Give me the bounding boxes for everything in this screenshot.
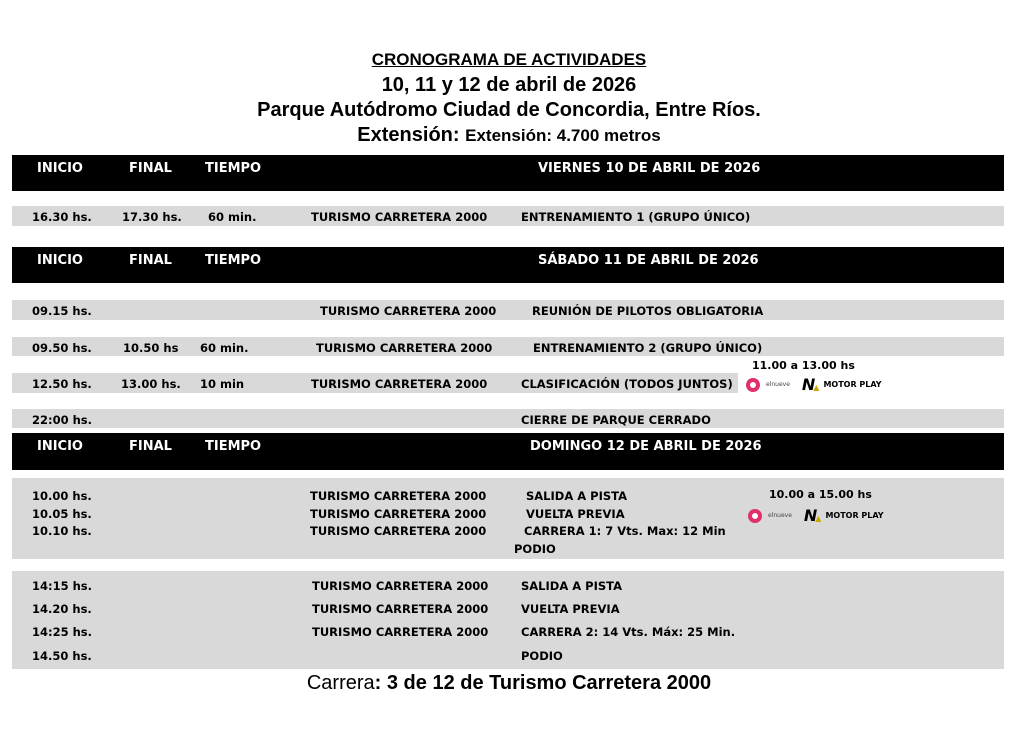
- day-heading: DOMINGO 12 DE ABRIL DE 2026: [530, 439, 762, 454]
- row-start: 14:25 hs.: [32, 625, 93, 639]
- row-activity: VUELTA PREVIA: [526, 507, 625, 521]
- row-activity: CARRERA 2: 14 Vts. Máx: 25 Min.: [521, 625, 736, 639]
- row-start: 09.50 hs.: [32, 341, 92, 355]
- row-activity: SALIDA A PISTA: [521, 579, 622, 593]
- doc-venue: Parque Autódromo Ciudad de Concordia, Entre Ríos.: [257, 99, 761, 121]
- motorplay-text: MOTOR PLAY: [825, 511, 884, 520]
- col-start: INICIO: [37, 439, 83, 454]
- table-row: [12, 206, 1004, 226]
- footer-label: Carrera: [306, 672, 375, 694]
- row-activity: REUNIÓN DE PILOTOS OBLIGATORIA: [532, 304, 764, 318]
- row-start: 12.50 hs.: [32, 377, 92, 391]
- table-row: [12, 300, 1004, 320]
- broadcasters-logos: [748, 506, 884, 525]
- elnueve-logo-icon: [748, 509, 762, 523]
- col-end: FINAL: [129, 161, 172, 176]
- row-category: TURISMO CARRETERA 2000: [310, 507, 487, 521]
- col-time: TIEMPO: [205, 253, 262, 268]
- row-start: 10.05 hs.: [32, 507, 92, 521]
- row-category: TURISMO CARRETERA 2000: [312, 602, 489, 616]
- doc-extension: [0, 124, 1018, 147]
- day-heading: VIERNES 10 DE ABRIL DE 2026: [538, 161, 761, 176]
- doc-dates: 10, 11 y 12 de abril de 2026: [381, 74, 637, 96]
- col-end: FINAL: [129, 439, 172, 454]
- col-start: INICIO: [37, 253, 83, 268]
- elnueve-text: elnueve: [766, 381, 790, 388]
- day-heading: SÁBADO 11 DE ABRIL DE 2026: [538, 253, 759, 268]
- elnueve-logo-icon: [746, 378, 760, 392]
- row-activity: SALIDA A PISTA: [526, 489, 627, 503]
- row-start: 22:00 hs.: [32, 413, 93, 427]
- row-start: 10.00 hs.: [32, 489, 92, 503]
- footer-value: : 3 de 12 de Turismo Carretera 2000: [374, 672, 712, 694]
- motorplay-logo-icon: N▲: [801, 375, 818, 394]
- row-category: TURISMO CARRETERA 2000: [316, 341, 493, 355]
- row-activity: CLASIFICACIÓN (TODOS JUNTOS): [521, 377, 733, 391]
- row-time: 10 min: [200, 377, 245, 391]
- extension-label: Extensión:: [357, 124, 460, 146]
- col-start: INICIO: [37, 161, 83, 176]
- day-header-viernes: [12, 155, 1004, 191]
- row-end: 13.00 hs.: [121, 377, 181, 391]
- doc-title: CRONOGRAMA DE ACTIVIDADES: [371, 50, 647, 69]
- row-activity: ENTRENAMIENTO 2 (GRUPO ÚNICO): [533, 341, 763, 355]
- row-start: 10.10 hs.: [32, 524, 92, 538]
- day-header-domingo: [12, 433, 1004, 470]
- row-activity: ENTRENAMIENTO 1 (GRUPO ÚNICO): [521, 210, 751, 224]
- row-activity: PODIO: [514, 542, 556, 556]
- motorplay-logo-icon: N▲: [803, 506, 820, 525]
- row-start: 14.20 hs.: [32, 602, 92, 616]
- footer-race-info: [0, 672, 1018, 695]
- row-category: TURISMO CARRETERA 2000: [310, 524, 487, 538]
- row-start: 16.30 hs.: [32, 210, 92, 224]
- row-end: 10.50 hs: [123, 341, 179, 355]
- row-start: 14:15 hs.: [32, 579, 93, 593]
- extension-value: Extensión: 4.700 metros: [465, 126, 661, 145]
- row-start: 14.50 hs.: [32, 649, 92, 663]
- table-row: [12, 373, 738, 393]
- row-start: 09.15 hs.: [32, 304, 92, 318]
- row-activity: CARRERA 1: 7 Vts. Max: 12 Min: [524, 524, 726, 538]
- motorplay-text: MOTOR PLAY: [823, 380, 882, 389]
- broadcast-time: 11.00 a 13.00 hs: [752, 359, 855, 372]
- broadcast-time: 10.00 a 15.00 hs: [769, 488, 872, 501]
- day-header-sabado: [12, 247, 1004, 283]
- row-category: TURISMO CARRETERA 2000: [310, 489, 487, 503]
- row-category: TURISMO CARRETERA 2000: [312, 625, 489, 639]
- row-category: TURISMO CARRETERA 2000: [312, 579, 489, 593]
- row-activity: CIERRE DE PARQUE CERRADO: [521, 413, 711, 427]
- race-block-2: [12, 571, 1004, 669]
- table-row: [12, 337, 1004, 356]
- table-row: [12, 409, 1004, 428]
- row-activity: PODIO: [521, 649, 563, 663]
- row-time: 60 min.: [208, 210, 257, 224]
- row-category: TURISMO CARRETERA 2000: [311, 210, 488, 224]
- col-time: TIEMPO: [205, 161, 262, 176]
- row-end: 17.30 hs.: [122, 210, 182, 224]
- row-category: TURISMO CARRETERA 2000: [320, 304, 497, 318]
- elnueve-text: elnueve: [768, 512, 792, 519]
- col-end: FINAL: [129, 253, 172, 268]
- col-time: TIEMPO: [205, 439, 262, 454]
- row-time: 60 min.: [200, 341, 249, 355]
- row-category: TURISMO CARRETERA 2000: [311, 377, 488, 391]
- broadcasters-logos: [746, 375, 882, 394]
- row-activity: VUELTA PREVIA: [521, 602, 620, 616]
